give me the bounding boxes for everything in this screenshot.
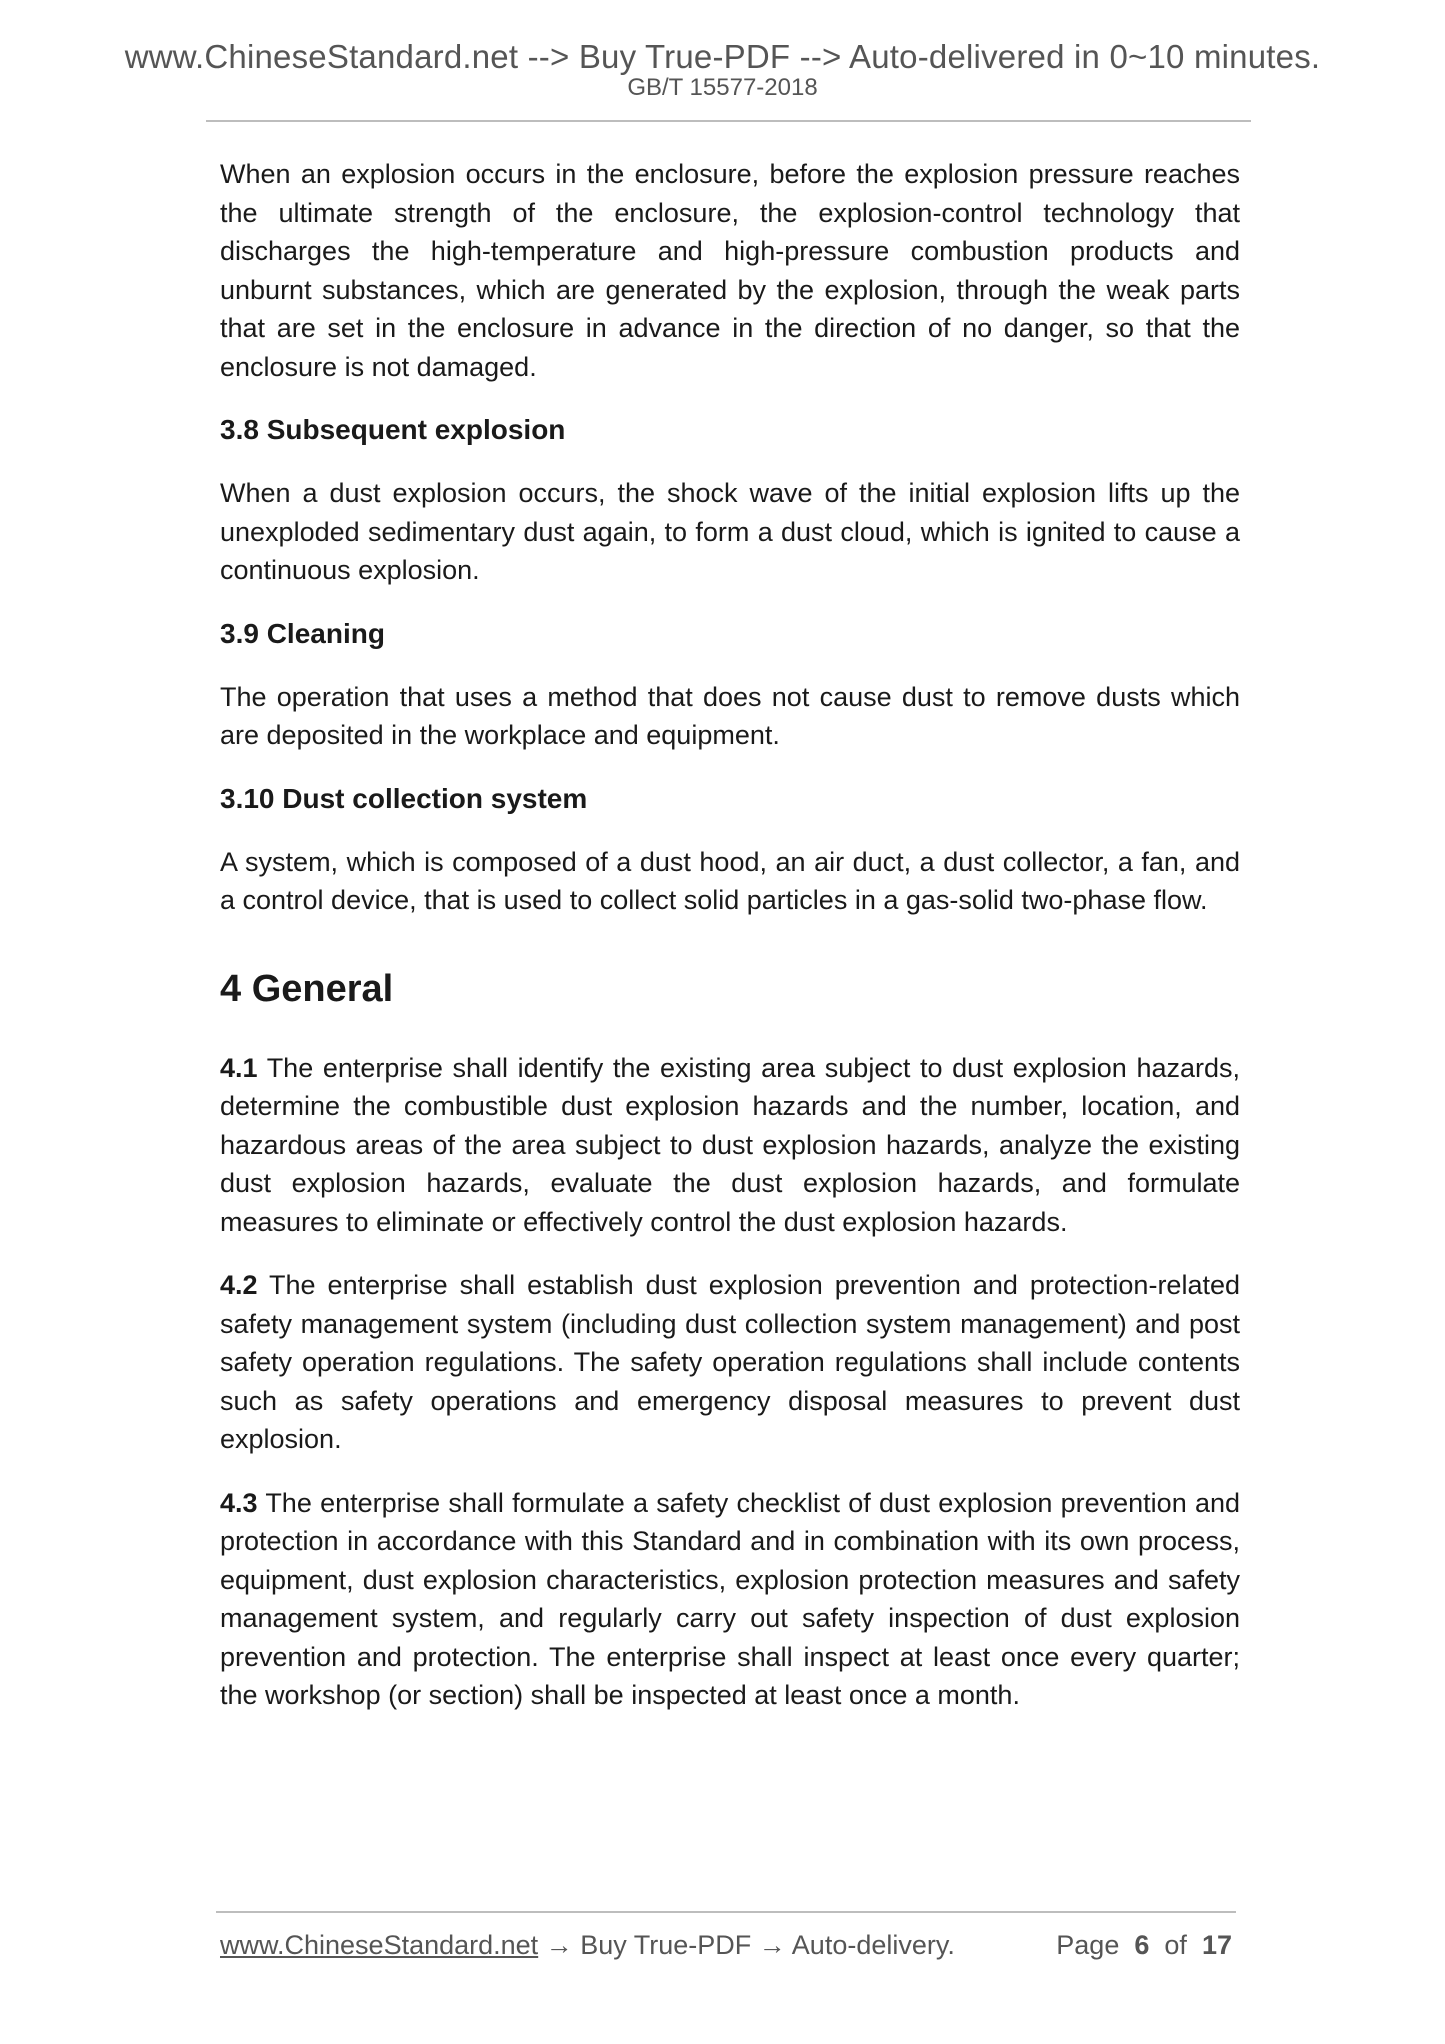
clause-number: 4.3 [220, 1487, 258, 1518]
page-footer [220, 1930, 1232, 1970]
arrow-right-icon: → [545, 1930, 573, 1960]
section-text-3-8: When a dust explosion occurs, the shock wave of the initial explosion lifts up the unexploded sedimentary dust again, to form a dust cloud, which is ignited to cause a continuous explosion. [220, 478, 1240, 585]
clause-text: The enterprise shall identify the existing area subject to dust explosion hazards, determine the combustible dust explosion hazards and the number, location, and hazardous areas of the area subject to dust explosion hazards, analyze the existing dust explosion hazards, evaluate the dust explosion hazards, and formulate measures to eliminate or effectively control the dust explosion hazards. [220, 1052, 1240, 1237]
page-label: Page [1056, 1930, 1120, 1960]
document-id: GB/T 15577-2018 [627, 74, 818, 101]
clause-text: The enterprise shall establish dust explosion prevention and protection-related safety management system (including dust collection system management) and post safety operation regulations. The safety operation regulations shall include contents such as safety operations and emergency disposal measures to prevent dust explosion. [220, 1270, 1240, 1454]
top-banner: www.ChineseStandard.net --> Buy True-PDF --> Auto-delivered in 0~10 minutes. [124, 38, 1321, 75]
page-number: 6 [1134, 1930, 1150, 1960]
clause-number: 4.2 [220, 1270, 258, 1300]
arrow-right-icon: → [758, 1930, 786, 1960]
auto-delivery-text: Auto-delivery. [791, 1930, 955, 1960]
clause-text: The enterprise shall formulate a safety checklist of dust explosion prevention and protection in accordance with this Standard and in combination with its own process, equipment, dust explosion characteristics, explosion protection measures and safety management system, and regularly carry out safety inspection of dust explosion prevention and protection. The enterprise shall inspect at least once every quarter; the workshop (or section) shall be inspected at least once a month. [220, 1487, 1241, 1710]
intro-paragraph: When an explosion occurs in the enclosure, before the explosion pressure reaches the ultimate strength of the enclosure, the explosion-control technology that discharges the high-temperature and high-pressure combustion products and unburnt substances, which are generated by the explosion, through the weak parts that are set in the enclosure in advance in the direction of no danger, so that the enclosure is not damaged. [220, 159, 1240, 382]
footer-links [220, 1930, 955, 1961]
section-heading-3-8: 3.8 Subsequent explosion [220, 414, 566, 445]
of-label: of [1164, 1930, 1187, 1960]
header-divider [206, 120, 1251, 122]
footer-divider [216, 1911, 1236, 1913]
section-heading-3-10: 3.10 Dust collection system [220, 782, 588, 814]
total-pages: 17 [1201, 1930, 1232, 1960]
section-text-3-10: A system, which is composed of a dust hood, an air duct, a dust collector, a fan, and a control device, that is used to collect solid particles in a gas-solid two-phase flow. [220, 846, 1240, 915]
page-indicator [1056, 1930, 1232, 1961]
website-link[interactable]: www.ChineseStandard.net [220, 1930, 539, 1960]
clause-heading-4: 4 General [220, 967, 394, 1010]
clause-4-3 [220, 1484, 1240, 1715]
page-content [220, 155, 1240, 1740]
section-text-3-9: The operation that uses a method that does not cause dust to remove dusts which are deposited in the workplace and equipment. [220, 681, 1240, 750]
section-heading-3-9: 3.9 Cleaning [220, 617, 385, 649]
buy-true-pdf-text: Buy True-PDF [580, 1930, 752, 1960]
clause-number: 4.1 [220, 1052, 258, 1083]
clause-4-2 [220, 1266, 1240, 1459]
clause-4-1 [220, 1049, 1240, 1242]
